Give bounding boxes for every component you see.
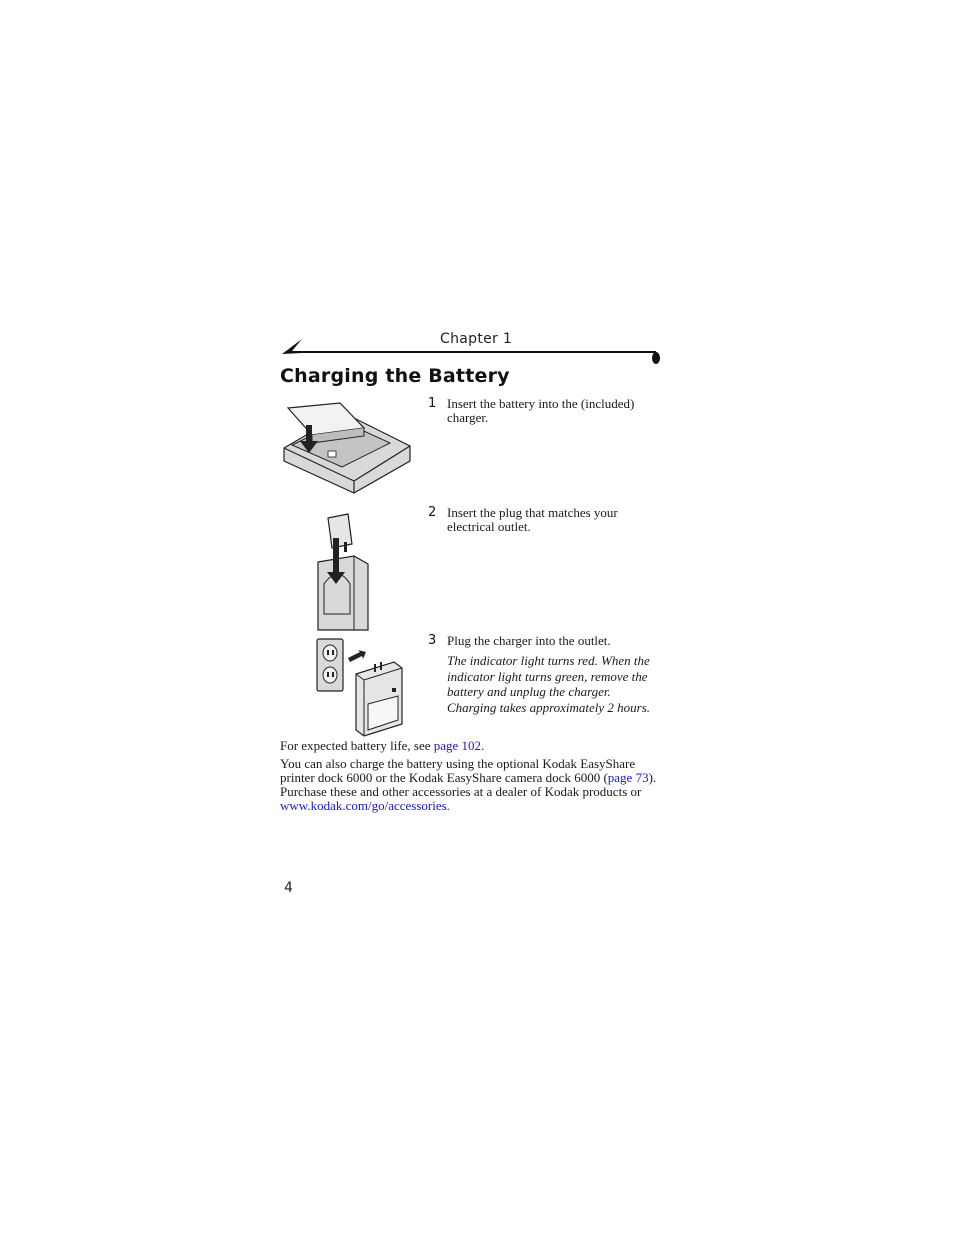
dock-paragraph [280,757,660,813]
step-1-number: 1 [428,396,437,411]
battery-charger-illustration [282,403,414,498]
step-1-text: Insert the battery into the (included) charger. [447,396,635,425]
dock-text-1: You can also charge the battery using the optional Kodak EasyShare printer dock 6000 or the Kodak EasyShare camera dock 6000 ( [280,756,636,785]
header-rule [280,334,664,368]
battery-life-suffix: . [481,738,485,753]
page-73-link[interactable]: page 73 [607,770,649,785]
page-102-link[interactable]: page 102 [433,738,482,753]
dock-text-3: . [446,798,450,813]
step-3-number: 3 [428,633,437,648]
step-2-text: Insert the plug that matches your electrical outlet. [447,505,618,534]
section-title: Charging the Battery [280,365,510,387]
step-3-text: Plug the charger into the outlet. [447,633,611,648]
page-number: 4 [284,880,293,896]
step-2-number: 2 [428,505,437,520]
accessories-url-link[interactable]: www.kodak.com/go/accessories [280,798,447,813]
outlet-illustration [316,638,406,738]
battery-life-prefix: For expected battery life, see [280,738,434,753]
dock-text-2: ). Purchase these and other accessories at a dealer of Kodak products or [280,770,657,799]
battery-life-paragraph [280,739,660,753]
chapter-label: Chapter 1 [440,331,513,347]
plug-illustration [316,514,372,632]
step-3-note: The indicator light turns red. When the indicator light turns green, remove the battery and unplug the charger. Charging takes approximately 2 hours. [447,653,651,716]
